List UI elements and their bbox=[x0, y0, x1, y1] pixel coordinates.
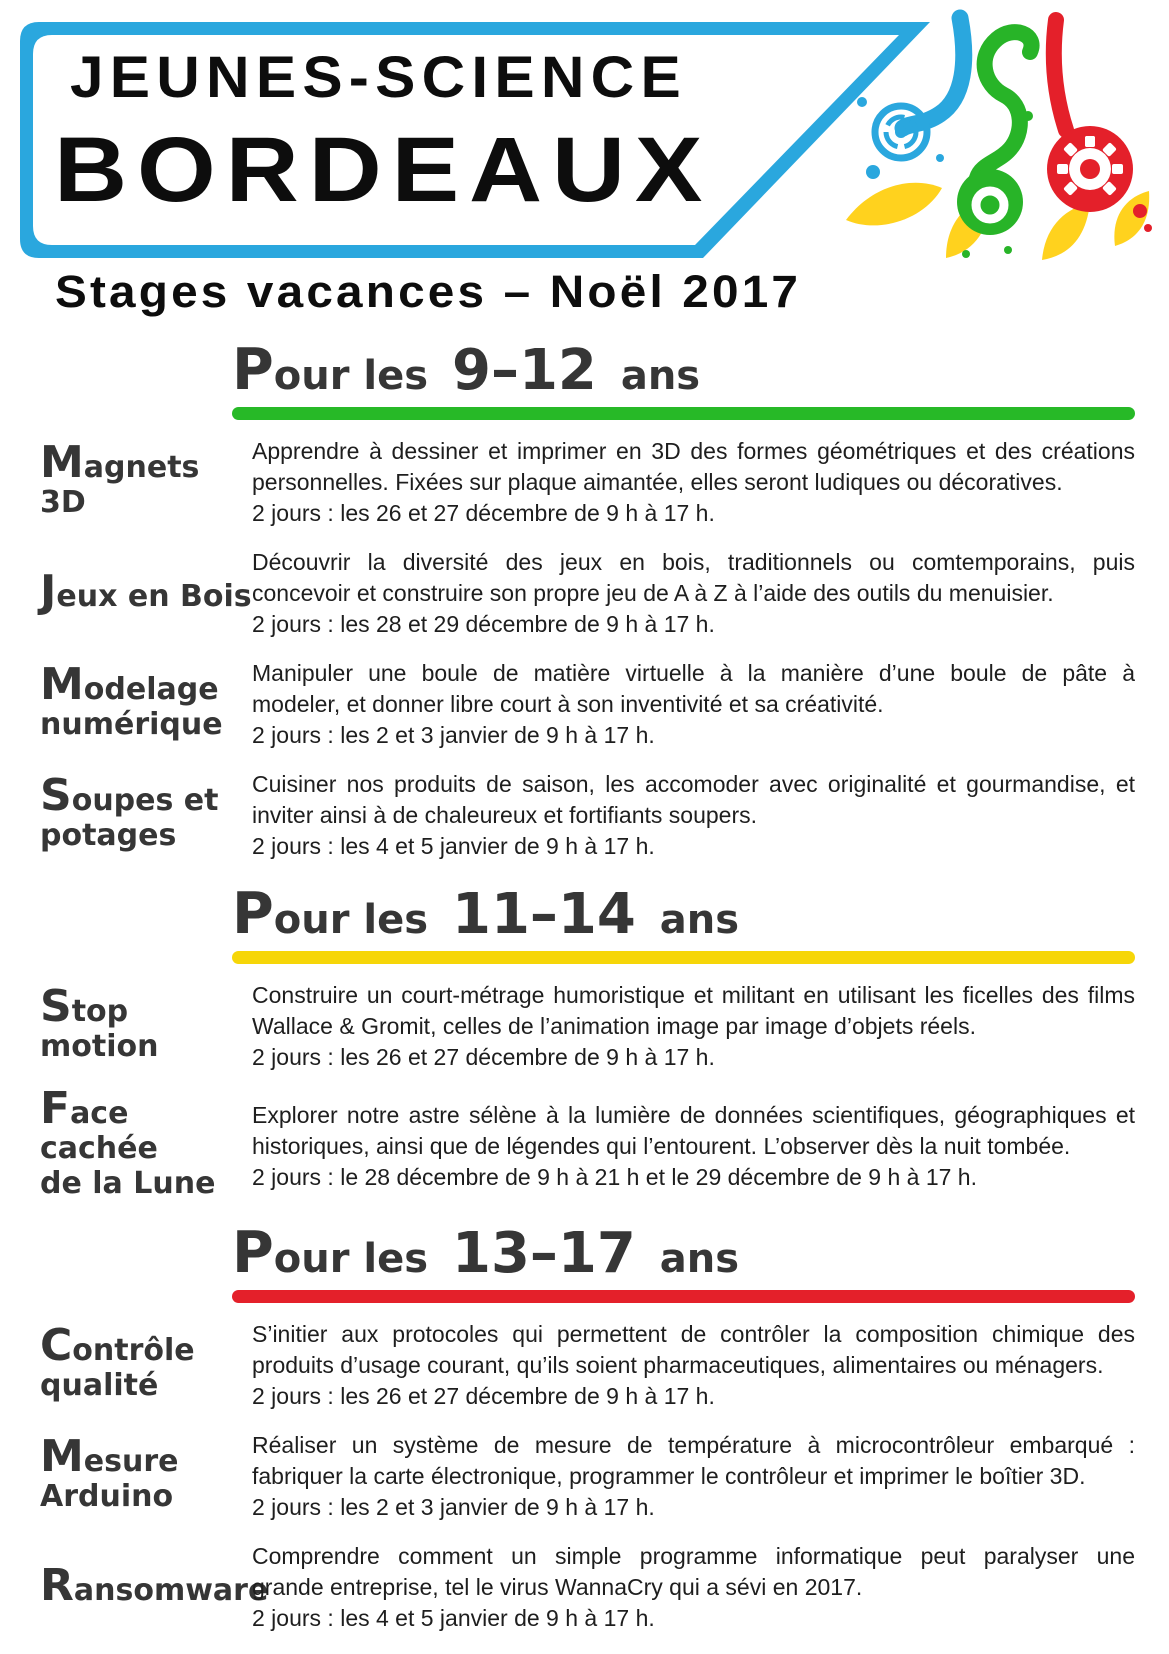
activity-title-line: Contrôle bbox=[40, 1320, 195, 1371]
activity-description-line: inviter ainsi à de chaleureux et fortifiants soupers. bbox=[252, 802, 757, 828]
activity-description-line: Manipuler une boule de matière virtuelle à la manière d’une boule de pâte à bbox=[252, 660, 1135, 686]
org-name-line2: BORDEAUX bbox=[54, 119, 713, 221]
activity-description-line: produits d’usage courant, qu’ils soient pharmaceutiques, alimentaires ou ménagers. bbox=[252, 1352, 1104, 1378]
activity-title bbox=[40, 1431, 252, 1514]
activity-title-line: potages bbox=[40, 818, 177, 853]
activity-description-line: Apprendre à dessiner et imprimer en 3D des formes géométriques et des créations bbox=[252, 438, 1135, 464]
activity-title bbox=[40, 770, 252, 853]
activity-description-line: historiques, ainsi que de légendes qui l’entourent. L’observer dès la nuit tombée. bbox=[252, 1132, 1071, 1159]
sections-container bbox=[0, 337, 1169, 1634]
activity-row bbox=[40, 980, 1135, 1073]
activity-title bbox=[40, 437, 252, 520]
activity-title-line: Modelage bbox=[40, 659, 219, 710]
section-heading-age-range: 11–14 bbox=[451, 882, 636, 947]
activity-description-line: personnelles. Fixées sur plaque aimantée, elles seront ludiques ou décoratives. bbox=[252, 469, 1063, 495]
activity-title-line: Magnets 3D bbox=[40, 437, 200, 520]
activity-row bbox=[40, 1541, 1135, 1634]
section-heading-suffix: ans bbox=[620, 353, 701, 399]
section-heading-prefix: Pour les bbox=[232, 337, 429, 403]
activity-title-line: Jeux en Bois bbox=[40, 565, 252, 617]
section-underline-bar bbox=[232, 407, 1135, 420]
activity-title-line: Soupes et bbox=[40, 770, 219, 821]
activity-description bbox=[252, 769, 1135, 862]
activity-schedule: 2 jours : les 28 et 29 décembre de 9 h à 17 h. bbox=[252, 611, 715, 637]
section-heading-prefix: Pour les bbox=[232, 1220, 429, 1286]
activity-description-line: grande entreprise, tel le virus WannaCry qui a sévi en 2017. bbox=[252, 1574, 863, 1600]
activity-title bbox=[40, 659, 252, 742]
activity-row bbox=[40, 436, 1135, 529]
activity-title-line: de la Lune bbox=[40, 1166, 216, 1201]
activity-description-line: fabriquer la carte électronique, programmer le contrôleur et imprimer le boîtier 3D. bbox=[252, 1463, 1086, 1489]
activity-description-line: S’initier aux protocoles qui permettent de contrôler la composition chimique des bbox=[252, 1321, 1135, 1347]
activities-list bbox=[40, 980, 1135, 1201]
activity-row bbox=[40, 1430, 1135, 1523]
activity-description bbox=[252, 1541, 1135, 1634]
age-section bbox=[40, 1220, 1135, 1634]
section-heading-age-range: 13–17 bbox=[451, 1221, 636, 1286]
activity-description bbox=[252, 436, 1135, 529]
activity-schedule: 2 jours : les 2 et 3 janvier de 9 h à 17 h. bbox=[252, 1494, 655, 1520]
section-heading-suffix: ans bbox=[659, 897, 740, 943]
activity-description-line: Cuisiner nos produits de saison, les accomoder avec originalité et gourmandise, et bbox=[252, 771, 1135, 797]
activity-schedule: 2 jours : les 26 et 27 décembre de 9 h à 17 h. bbox=[252, 500, 715, 526]
activity-schedule: 2 jours : les 26 et 27 décembre de 9 h à 17 h. bbox=[252, 1383, 715, 1409]
activity-title-line: Mesure bbox=[40, 1431, 179, 1482]
activity-row bbox=[40, 1319, 1135, 1412]
activity-description-line: Construire un court-métrage humoristique et militant en utilisant les ficelles des films bbox=[252, 982, 1135, 1008]
jsb-logo bbox=[818, 6, 1153, 274]
activity-row bbox=[40, 1083, 1135, 1201]
section-heading-suffix: ans bbox=[659, 1236, 740, 1282]
logo-letter-j bbox=[857, 18, 964, 179]
activity-row bbox=[40, 658, 1135, 751]
org-name-line1: JEUNES-SCIENCE bbox=[70, 45, 687, 110]
activities-list bbox=[40, 1319, 1135, 1634]
activity-description bbox=[252, 1100, 1135, 1193]
activity-title-line: numérique bbox=[40, 707, 223, 742]
page-title: Stages vacances – Noël 2017 bbox=[55, 266, 802, 317]
activity-schedule: 2 jours : le 28 décembre de 9 h à 21 h et le 29 décembre de 9 h à 17 h. bbox=[252, 1163, 977, 1190]
activity-title bbox=[40, 1320, 252, 1403]
section-underline-bar bbox=[232, 1290, 1135, 1303]
activity-title bbox=[40, 1559, 269, 1611]
section-heading bbox=[232, 1220, 1135, 1287]
section-underline-bar bbox=[232, 951, 1135, 964]
activity-title-line: Arduino bbox=[40, 1479, 174, 1514]
activity-description bbox=[252, 980, 1135, 1073]
activity-title-line: Ransomware bbox=[40, 1559, 269, 1611]
activity-title bbox=[40, 981, 252, 1064]
activity-title-line: Face cachée bbox=[40, 1083, 158, 1166]
activity-description bbox=[252, 547, 1135, 640]
activities-list bbox=[40, 436, 1135, 862]
activity-title-line: Stop motion bbox=[40, 981, 159, 1064]
activity-description bbox=[252, 1430, 1135, 1523]
activity-description-line: Réaliser un système de mesure de température à microcontrôleur embarqué : bbox=[252, 1432, 1135, 1458]
activity-schedule: 2 jours : les 4 et 5 janvier de 9 h à 17 h. bbox=[252, 1605, 655, 1631]
header bbox=[0, 0, 1169, 262]
activity-schedule: 2 jours : les 2 et 3 janvier de 9 h à 17 h. bbox=[252, 722, 655, 748]
activity-description bbox=[252, 658, 1135, 751]
section-heading-age-range: 9–12 bbox=[451, 338, 597, 403]
section-heading bbox=[232, 881, 1135, 948]
activity-description-line: Comprendre comment un simple programme informatique peut paralyser une bbox=[252, 1543, 1135, 1569]
activity-description bbox=[252, 1319, 1135, 1412]
activity-schedule: 2 jours : les 4 et 5 janvier de 9 h à 17 h. bbox=[252, 833, 655, 859]
activity-title bbox=[40, 565, 252, 617]
activity-title-line: qualité bbox=[40, 1368, 159, 1403]
activity-schedule: 2 jours : les 26 et 27 décembre de 9 h à 17 h. bbox=[252, 1044, 715, 1070]
section-heading-prefix: Pour les bbox=[232, 881, 429, 947]
section-heading bbox=[232, 337, 1135, 404]
age-section bbox=[40, 881, 1135, 1201]
activity-row bbox=[40, 769, 1135, 862]
activity-description-line: Wallace & Gromit, celles de l’animation image par image d’objets réels. bbox=[252, 1013, 976, 1039]
activity-row bbox=[40, 547, 1135, 640]
activity-description-line: Découvrir la diversité des jeux en bois, traditionnels ou comtemporains, puis bbox=[252, 549, 1135, 575]
activity-description-line: concevoir et construire son propre jeu de A à Z à l’aide des outils du menuisier. bbox=[252, 580, 1054, 606]
activity-description-line: modeler, et donner libre court à son inventivité et sa créativité. bbox=[252, 691, 884, 717]
activity-title bbox=[40, 1083, 252, 1201]
activity-description-line: Explorer notre astre sélène à la lumière de données scientifiques, géographiques et bbox=[252, 1101, 1135, 1128]
age-section bbox=[40, 337, 1135, 862]
